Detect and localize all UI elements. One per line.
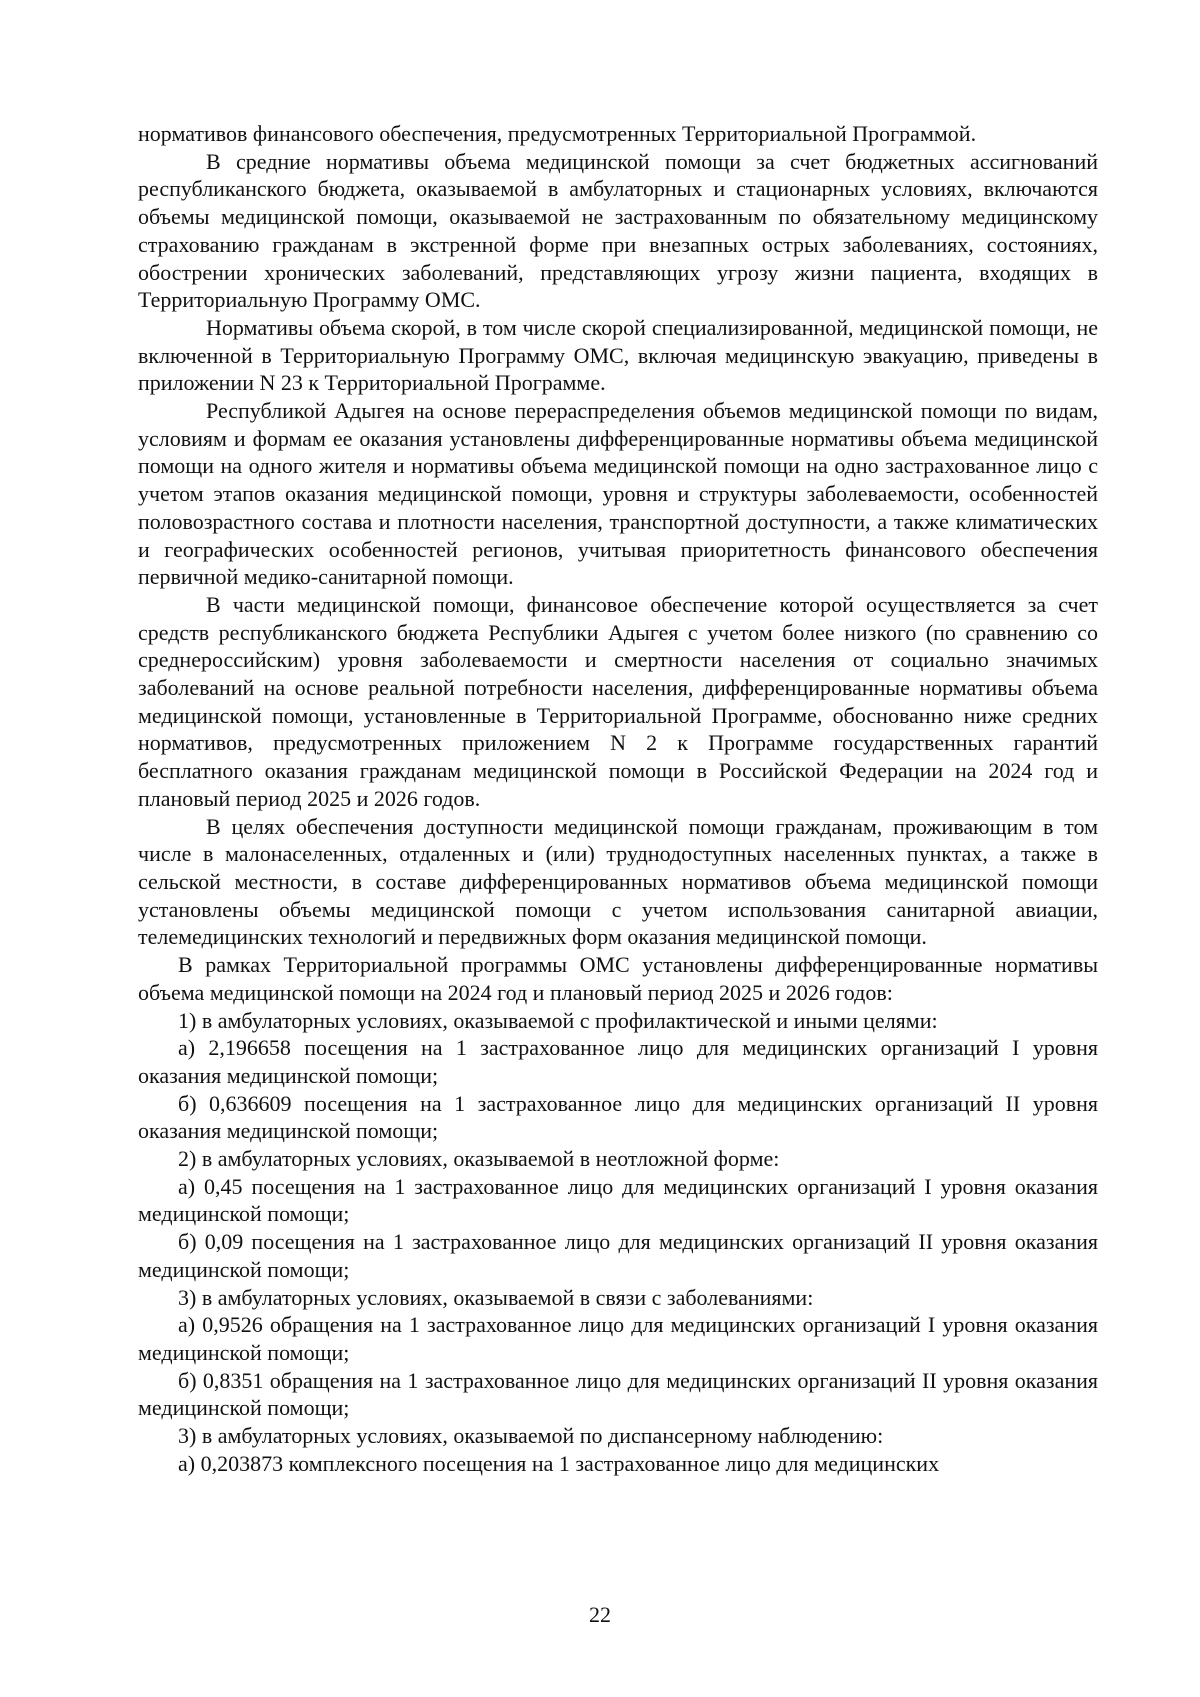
list-item: б) 0,09 посещения на 1 застрахованное лицо для медицинских организаций II уровня оказания медицинской помощи; — [138, 1229, 1098, 1282]
list-item: а) 0,9526 обращения на 1 застрахованное лицо для медицинских организаций I уровня оказания медицинской помощи; — [138, 1312, 1098, 1365]
paragraph: Нормативы объема скорой, в том числе скорой специализированной, медицинской помощи, не включенной в Территориальную Программу ОМС, включая медицинскую эвакуацию, приведены в приложении N 23 к Территориальной Программе. — [138, 314, 1098, 396]
document-body — [138, 120, 1098, 1477]
paragraph: В части медицинской помощи, финансовое обеспечение которой осуществляется за счет средств республиканского бюджета Республики Адыгея с учетом более низкого (по сравнению со среднероссийским) уровня заболеваемости и смертности населения от социально значимых заболеваний на основе реальной потребности населения, дифференцированные нормативы объема медицинской помощи, установленные в Территориальной Программе, обоснованно ниже средних нормативов, предусмотренных приложением N 2 к Программе государственных гарантий бесплатного оказания гражданам медицинской помощи в Российской Федерации на 2024 год и плановый период 2025 и 2026 годов. — [138, 591, 1098, 811]
paragraph: нормативов финансового обеспечения, предусмотренных Территориальной Программой. — [138, 121, 977, 146]
list-item: 2) в амбулаторных условиях, оказываемой в неотложной форме: — [178, 1146, 780, 1172]
paragraph: В рамках Территориальной программы ОМС установлены дифференцированные нормативы объема медицинской помощи на 2024 год и плановый период 2025 и 2026 годов: — [138, 952, 1098, 1005]
paragraph: В средние нормативы объема медицинской помощи за счет бюджетных ассигнований республиканского бюджета, оказываемой в амбулаторных и стационарных условиях, включаются объемы медицинской помощи, оказываемой не застрахованным по обязательному медицинскому страхованию гражданам в экстренной форме при внезапных острых заболеваниях, состояниях, обострении хронических заболеваний, представляющих угрозу жизни пациента, входящих в Территориальную Программу ОМС. — [138, 148, 1098, 313]
list-item: б) 0,636609 посещения на 1 застрахованное лицо для медицинских организаций II уровня оказания медицинской помощи; — [138, 1090, 1098, 1144]
list-item: а) 0,203873 комплексного посещения на 1 застрахованное лицо для медицинских — [178, 1450, 940, 1476]
list-item: 1) в амбулаторных условиях, оказываемой с профилактической и иными целями: — [178, 1007, 938, 1033]
list-item: 3) в амбулаторных условиях, оказываемой в связи с заболеваниями: — [178, 1284, 814, 1310]
paragraph: В целях обеспечения доступности медицинской помощи гражданам, проживающим в том числе в малонаселенных, отдаленных и (или) труднодоступных населенных пунктах, а также в сельской местности, в составе дифференцированных нормативов объема медицинской помощи установлены объемы медицинской помощи с учетом использования санитарной авиации, телемедицинских технологий и передвижных форм оказания медицинской помощи. — [138, 813, 1098, 950]
list-item: а) 0,45 посещения на 1 застрахованное лицо для медицинских организаций I уровня оказания медицинской помощи; — [138, 1173, 1098, 1227]
list-item: б) 0,8351 обращения на 1 застрахованное лицо для медицинских организаций II уровня оказания медицинской помощи; — [138, 1367, 1098, 1421]
page-number: 22 — [589, 1602, 611, 1627]
paragraph: Республикой Адыгея на основе перераспределения объемов медицинской помощи по видам, условиям и формам ее оказания установлены дифференцированные нормативы объема медицинской помощи на одного жителя и нормативы объема медицинской помощи на одно застрахованное лицо с учетом этапов оказания медицинской помощи, уровня и структуры заболеваемости, особенностей половозрастного состава и плотности населения, транспортной доступности, а также климатических и географических особенностей регионов, учитывая приоритетность финансового обеспечения первичной медико-санитарной помощи. — [138, 398, 1098, 590]
list-item: а) 2,196658 посещения на 1 застрахованное лицо для медицинских организаций I уровня оказания медицинской помощи; — [138, 1035, 1098, 1088]
list-item: 3) в амбулаторных условиях, оказываемой по диспансерному наблюдению: — [178, 1423, 884, 1449]
